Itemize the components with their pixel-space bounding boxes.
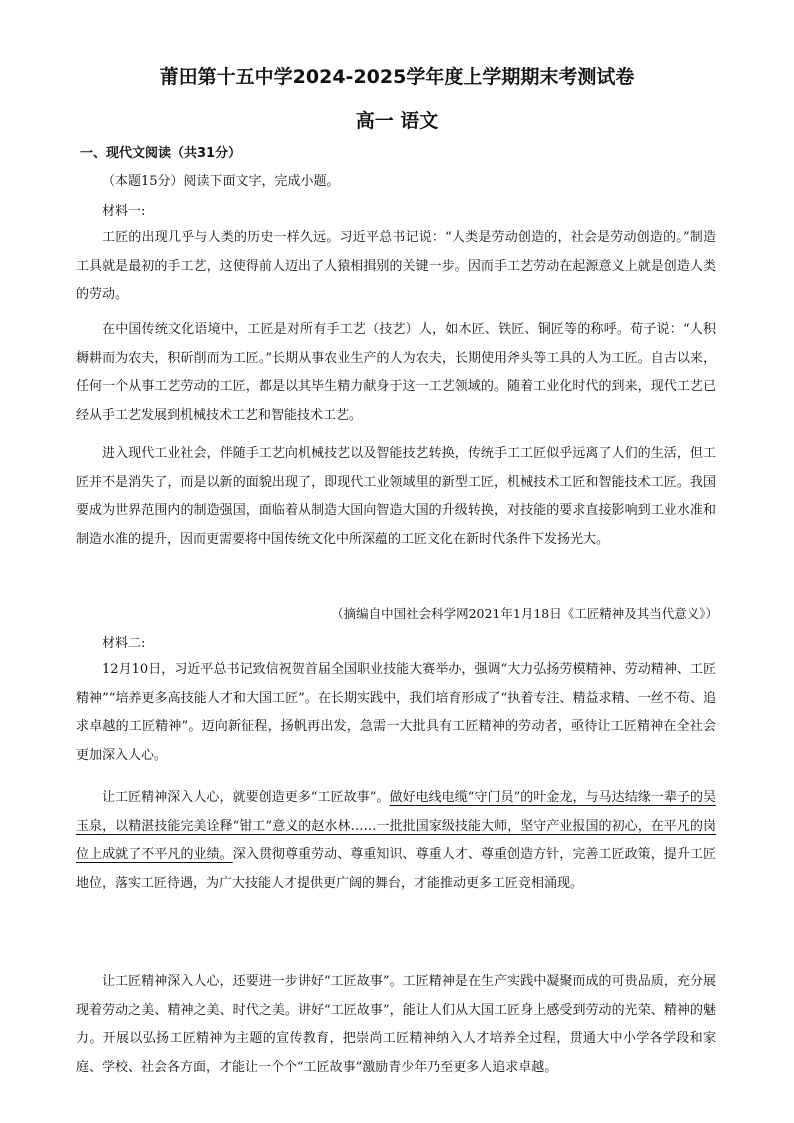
material-one-source: （摘编自中国社会科学网2021年1月18日《工匠精神及其当代意义》） bbox=[331, 606, 718, 621]
paragraph-rest-text: 深入贯彻尊重劳动、尊重知识、尊重人才、尊重创造方针，完善工匠政策，提升工匠地位，落实工匠待遇，为广大技能人才提供更广阔的舞台，才能推动更多工匠竞相涌现。 bbox=[76, 847, 716, 891]
material-two-label: 材料二: bbox=[102, 636, 146, 651]
section-heading: 一、现代文阅读（共31分） bbox=[80, 146, 242, 161]
material-two-paragraph-2 bbox=[76, 784, 716, 898]
exam-title: 莆田第十五中学2024-2025学年度上学期期末考测试卷 bbox=[159, 66, 635, 88]
material-one-label: 材料一: bbox=[102, 204, 146, 219]
material-two-paragraph-1: 12月10日，习近平总书记致信祝贺首届全国职业技能大赛举办，强调“大力弘扬劳模精神、劳动精神、工匠精神”“培养更多高技能人才和大国工匠”。在长期实践中，我们培育形成了“执着专注、精益求精、一丝不苟、追求卓越的工匠精神”。迈向新征程，扬帆再出发，急需一大批具有工匠精神的劳动者，亟待让工匠精神在全社会更加深入人心。 bbox=[76, 662, 716, 763]
material-two-paragraph-3: 让工匠精神深入人心，还要进一步讲好“工匠故事”。工匠精神是在生产实践中凝聚而成的可贵品质，充分展现着劳动之美、精神之美、时代之美。讲好“工匠故事”，能让人们从大国工匠身上感受到劳动的光荣、精神的魅力。开展以弘扬工匠精神为主题的宣传教育，把崇尚工匠精神纳入人才培养全过程，贯通大中小学各学段和家庭、学校、社会各方面，才能让一个个“工匠故事”激励青少年乃至更多人追求卓越。 bbox=[76, 974, 716, 1075]
material-one-paragraph-1: 工匠的出现几乎与人类的历史一样久远。习近平总书记说：“人类是劳动创造的，社会是劳动创造的。”制造工具就是最初的手工艺，这使得前人迈出了人猿相揖别的关键一步。因而手工艺劳动在起源意义上就是创造人类的劳动。 bbox=[76, 230, 716, 303]
underlined-passage: 做好电线电缆“守门员”的叶金龙，与马达结缘一辈子的吴玉泉，以精湛技能完美诠释“钳工”意义的赵水林……一批批国家级技能大师，坚守产业报国的初心，在平凡的岗位上成就了不平凡的业绩。 bbox=[76, 790, 716, 863]
material-one-paragraph-2: 在中国传统文化语境中，工匠是对所有手工艺（技艺）人，如木匠、铁匠、铜匠等的称呼。荀子说：“人积耨耕而为农夫，积斫削而为工匠。”长期从事农业生产的人为农夫，长期使用斧头等工具的人为工匠。自古以来，任何一个从事工艺劳动的工匠，都是以其毕生精力献身于这一工艺领域的。随着工业化时代的到来，现代工艺已经从手工艺发展到机械技术工艺和智能技术工艺。 bbox=[76, 322, 716, 423]
exam-subtitle: 高一 语文 bbox=[355, 110, 439, 132]
material-one-paragraph-3: 进入现代工业社会，伴随手工艺向机械技艺以及智能技艺转换，传统手工工匠似乎远离了人们的生活，但工匠并不是消失了，而是以新的面貌出现了，即现代工业领域里的新型工匠，机械技术工匠和智能技术工匠。我国要成为世界范围内的制造强国，面临着从制造大国向智造大国的升级转换，对技能的要求直接影响到工业水准和制造水准的提升，因而更需要将中国传统文化中所深蕴的工匠文化在新时代条件下发扬光大。 bbox=[76, 446, 716, 547]
paragraph-lead-text: 让工匠精神深入人心，就要创造更多“工匠故事”。 bbox=[102, 790, 390, 805]
question-intro: （本题15分）阅读下面文字，完成小题。 bbox=[102, 174, 340, 189]
